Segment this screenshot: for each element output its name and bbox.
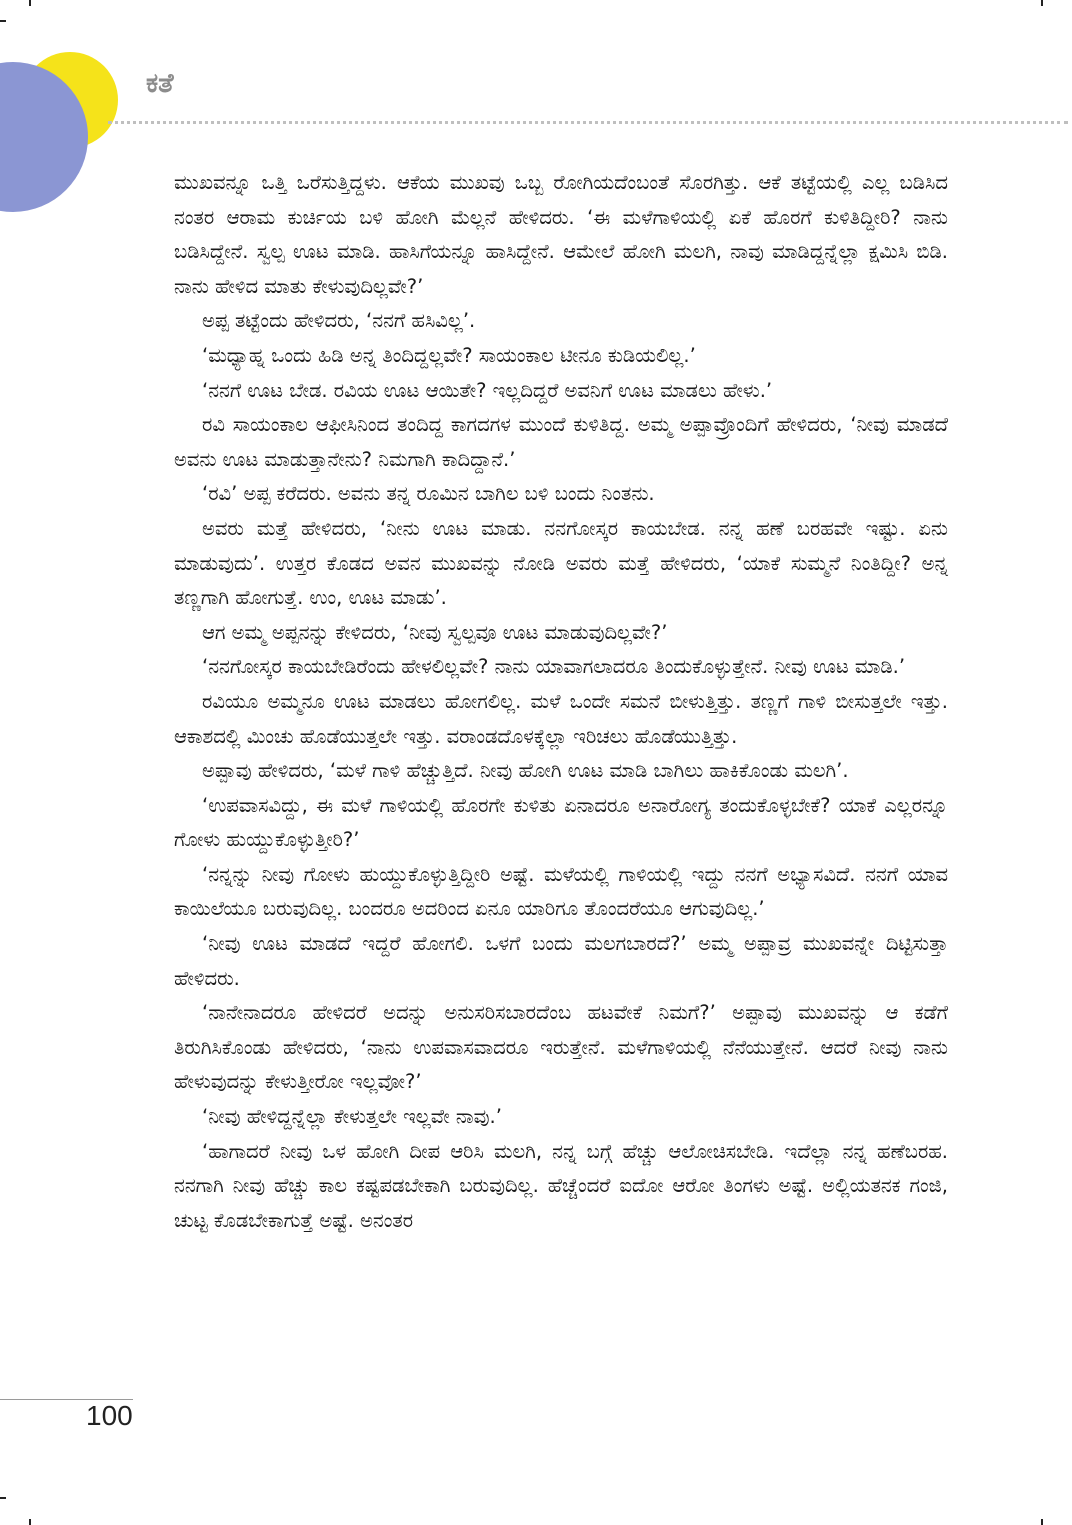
paragraph: ‘ನೀವು ಹೇಳಿದ್ದನ್ನೆಲ್ಲಾ ಕೇಳುತ್ತಲೇ ಇಲ್ಲವೇ ನಾವು.’ bbox=[202, 1105, 502, 1129]
header-dotted-divider bbox=[108, 121, 1068, 124]
paragraph: ‘ನೀವು ಊಟ ಮಾಡದೆ ಇದ್ದರೆ ಹೋಗಲಿ. ಒಳಗೆ ಬಂದು ಮಲಗಬಾರದೆ?’ ಅಮ್ಮ ಅಪ್ಪಾವ್ರ ಮುಖವನ್ನೇ ದಿಟ್ಟಿಸುತ್ತಾ ಹೇಳಿದರು. bbox=[174, 932, 948, 990]
crop-mark-top-center-right bbox=[1041, 0, 1043, 6]
section-title: ಕತೆ bbox=[146, 68, 174, 99]
crop-mark-bottom-center-right bbox=[1041, 1519, 1043, 1525]
paragraph: ಅಪ್ಪ ತಟ್ಟೆಂದು ಹೇಳಿದರು, ‘ನನಗೆ ಹಸಿವಿಲ್ಲ’. bbox=[202, 309, 476, 333]
paragraph: ‘ರವಿ’ ಅಪ್ಪ ಕರೆದರು. ಅವನು ತನ್ನ ರೂಮಿನ ಬಾಗಿಲ ಬಳಿ ಬಂದು ನಿಂತನು. bbox=[202, 482, 655, 506]
crop-mark-top-left bbox=[0, 20, 6, 22]
paragraph: ‘ನಾನೇನಾದರೂ ಹೇಳಿದರೆ ಅದನ್ನು ಅನುಸರಿಸಬಾರದೆಂಬ ಹಟವೇಕೆ ನಿಮಗೆ?’ ಅಪ್ಪಾವು ಮುಖವನ್ನು ಆ ಕಡೆಗೆ ತಿರುಗಿಸಿಕೊಂಡು ಹೇಳಿದರು, ‘ನಾನು ಉಪವಾಸವಾದರೂ ಇರುತ್ತೇನೆ. ಮಳೆಗಾಳಿಯಲ್ಲಿ ನೆನೆಯುತ್ತೇನೆ. ಆದರೆ ನೀವು ನಾನು ಹೇಳುವುದನ್ನು ಕೇಳುತ್ತೀರೋ ಇಲ್ಲವೋ?’ bbox=[174, 1001, 948, 1094]
paragraph: ಅವರು ಮತ್ತೆ ಹೇಳಿದರು, ‘ನೀನು ಊಟ ಮಾಡು. ನನಗೋಸ್ಕರ ಕಾಯಬೇಡ. ನನ್ನ ಹಣೆ ಬರಹವೇ ಇಷ್ಟು. ಏನು ಮಾಡುವುದು’. ಉತ್ತರ ಕೊಡದ ಅವನ ಮುಖವನ್ನು ನೋಡಿ ಅವರು ಮತ್ತೆ ಹೇಳಿದರು, ‘ಯಾಕೆ ಸುಮ್ಮನೆ ನಿಂತಿದ್ದೀ? ಅನ್ನ ತಣ್ಣಗಾಗಿ ಹೋಗುತ್ತೆ. ಉಂ, ಊಟ ಮಾಡು’. bbox=[174, 516, 948, 610]
paragraph: ‘ನನಗೆ ಊಟ ಬೇಡ. ರವಿಯ ಊಟ ಆಯಿತೇ? ಇಲ್ಲದಿದ್ದರೆ ಅವನಿಗೆ ಊಟ ಮಾಡಲು ಹೇಳು.’ bbox=[202, 378, 773, 402]
crop-mark-bottom-center-left bbox=[29, 1519, 31, 1525]
paragraph: ‘ಹಾಗಾದರೆ ನೀವು ಒಳ ಹೋಗಿ ದೀಪ ಆರಿಸಿ ಮಲಗಿ, ನನ್ನ ಬಗ್ಗೆ ಹೆಚ್ಚು ಆಲೋಚಿಸಬೇಡಿ. ಇದೆಲ್ಲಾ ನನ್ನ ಹಣೆಬರಹ. ನನಗಾಗಿ ನೀವು ಹೆಚ್ಚು ಕಾಲ ಕಷ್ಟಪಡಬೇಕಾಗಿ ಬರುವುದಿಲ್ಲ. ಹೆಚ್ಚೆಂದರೆ ಐದೋ ಆರೋ ತಿಂಗಳು ಅಷ್ಟೆ. ಅಲ್ಲಿಯತನಕ ಗಂಜಿ, ಚುಟ್ಟ ಕೊಡಬೇಕಾಗುತ್ತೆ ಅಷ್ಟೆ. ಅನಂತರ bbox=[174, 1139, 948, 1232]
crop-mark-top-center-left bbox=[29, 0, 31, 6]
crop-mark-bottom-left bbox=[0, 1497, 6, 1499]
paragraph: ‘ನನ್ನನ್ನು ನೀವು ಗೋಳು ಹುಯ್ದುಕೊಳ್ಳುತ್ತಿದ್ದೀರಿ ಅಷ್ಟೆ. ಮಳೆಯಲ್ಲಿ ಗಾಳಿಯಲ್ಲಿ ಇದ್ದು ನನಗೆ ಅಭ್ಯಾಸವಿದೆ. ನನಗೆ ಯಾವ ಕಾಯಿಲೆಯೂ ಬರುವುದಿಲ್ಲ. ಬಂದರೂ ಅದರಿಂದ ಏನೂ ಯಾರಿಗೂ ತೊಂದರೆಯೂ ಆಗುವುದಿಲ್ಲ.’ bbox=[174, 862, 948, 921]
paragraph: ಮುಖವನ್ನೂ ಒತ್ತಿ ಒರೆಸುತ್ತಿದ್ದಳು. ಆಕೆಯ ಮುಖವು ಒಬ್ಬ ರೋಗಿಯದೆಂಬಂತೆ ಸೊರಗಿತ್ತು. ಆಕೆ ತಟ್ಟೆಯಲ್ಲಿ ಎಲ್ಲ ಬಡಿಸಿದ ನಂತರ ಆರಾಮ ಕುರ್ಚಿಯ ಬಳಿ ಹೋಗಿ ಮೆಲ್ಲನೆ ಹೇಳಿದರು. ‘ಈ ಮಳೆಗಾಳಿಯಲ್ಲಿ ಏಕೆ ಹೊರಗೆ ಕುಳಿತಿದ್ದೀರಿ? ನಾನು ಬಡಿಸಿದ್ದೇನೆ. ಸ್ವಲ್ಪ ಊಟ ಮಾಡಿ. ಹಾಸಿಗೆಯನ್ನೂ ಹಾಸಿದ್ದೇನೆ. ಆಮೇಲೆ ಹೋಗಿ ಮಲಗಿ, ನಾವು ಮಾಡಿದ್ದನ್ನೆಲ್ಲಾ ಕ್ಷಮಿಸಿ ಬಿಡಿ. ನಾನು ಹೇಳಿದ ಮಾತು ಕೇಳುವುದಿಲ್ಲವೇ?’ bbox=[174, 171, 948, 298]
paragraph: ಅಪ್ಪಾವು ಹೇಳಿದರು, ‘ಮಳೆ ಗಾಳಿ ಹೆಚ್ಚುತ್ತಿದೆ. ನೀವು ಹೋಗಿ ಊಟ ಮಾಡಿ ಬಾಗಿಲು ಹಾಕಿಕೊಂಡು ಮಲಗಿ’. bbox=[202, 759, 849, 783]
story-text bbox=[174, 166, 948, 1238]
paragraph: ‘ನನಗೋಸ್ಕರ ಕಾಯಬೇಡಿರೆಂದು ಹೇಳಲಿಲ್ಲವೇ? ನಾನು ಯಾವಾಗಲಾದರೂ ತಿಂದುಕೊಳ್ಳುತ್ತೇನೆ. ನೀವು ಊಟ ಮಾಡಿ.’ bbox=[202, 655, 906, 679]
page-number: 100 bbox=[86, 1400, 133, 1431]
paragraph: ರವಿಯೂ ಅಮ್ಮನೂ ಊಟ ಮಾಡಲು ಹೋಗಲಿಲ್ಲ. ಮಳೆ ಒಂದೇ ಸಮನೆ ಬೀಳುತ್ತಿತ್ತು. ತಣ್ಣಗೆ ಗಾಳಿ ಬೀಸುತ್ತಲೇ ಇತ್ತು. ಆಕಾಶದಲ್ಲಿ ಮಿಂಚು ಹೊಡೆಯುತ್ತಲೇ ಇತ್ತು. ವರಾಂಡದೊಳಕ್ಕೆಲ್ಲಾ ಇರಿಚಲು ಹೊಡೆಯುತ್ತಿತ್ತು. bbox=[174, 689, 948, 748]
paragraph: ರವಿ ಸಾಯಂಕಾಲ ಆಫೀಸಿನಿಂದ ತಂದಿದ್ದ ಕಾಗದಗಳ ಮುಂದೆ ಕುಳಿತಿದ್ದ. ಅಮ್ಮ ಅಪ್ಪಾವ್ರೊಂದಿಗೆ ಹೇಳಿದರು, ‘ನೀವು ಮಾಡದೆ ಅವನು ಊಟ ಮಾಡುತ್ತಾನೇನು? ನಿಮಗಾಗಿ ಕಾದಿದ್ದಾನೆ.’ bbox=[174, 413, 948, 471]
paragraph: ‘ಉಪವಾಸವಿದ್ದು, ಈ ಮಳೆ ಗಾಳಿಯಲ್ಲಿ ಹೊರಗೇ ಕುಳಿತು ಏನಾದರೂ ಅನಾರೋಗ್ಯ ತಂದುಕೊಳ್ಳಬೇಕೆ? ಯಾಕೆ ಎಲ್ಲರನ್ನೂ ಗೋಳು ಹುಯ್ದುಕೊಳ್ಳುತ್ತೀರಿ?’ bbox=[174, 793, 948, 852]
paragraph: ‘ಮಧ್ಯಾಹ್ನ ಒಂದು ಹಿಡಿ ಅನ್ನ ತಿಂದಿದ್ದಲ್ಲವೇ? ಸಾಯಂಕಾಲ ಟೀನೂ ಕುಡಿಯಲಿಲ್ಲ.’ bbox=[202, 343, 696, 367]
paragraph: ಆಗ ಅಮ್ಮ ಅಪ್ಪನನ್ನು ಕೇಳಿದರು, ‘ನೀವು ಸ್ವಲ್ಪವೂ ಊಟ ಮಾಡುವುದಿಲ್ಲವೇ?’ bbox=[202, 620, 668, 644]
